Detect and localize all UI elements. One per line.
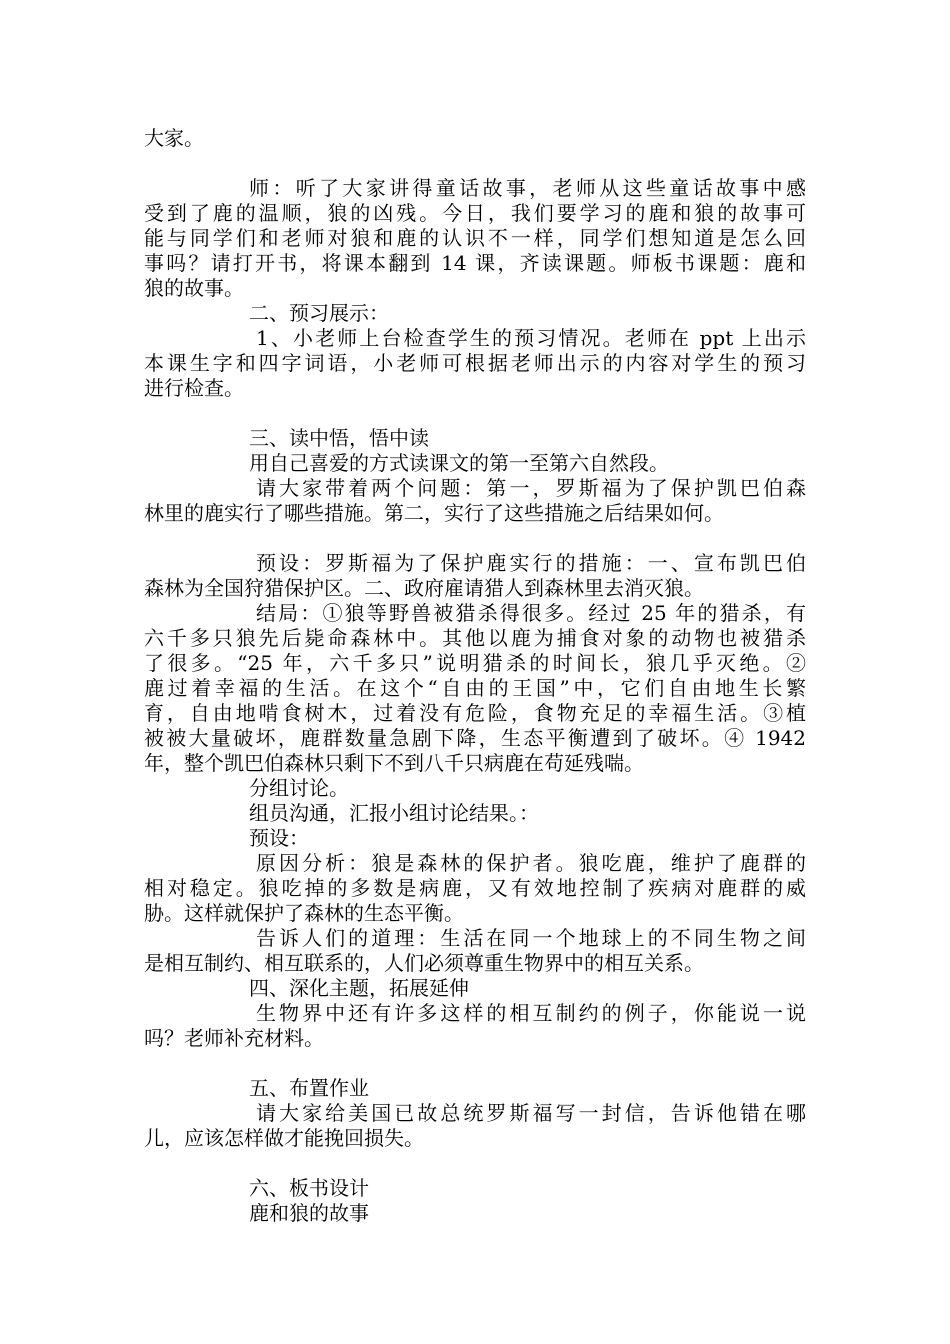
text-line: 胁。这样就保护了森林的生态平衡。 [144, 901, 464, 925]
text-line: 林里的鹿实行了哪些措施。第二，实行了这些措施之后结果如何。 [144, 501, 724, 525]
text-line: 分组讨论。 [249, 776, 349, 800]
text-line: 事吗？请打开书，将课本翻到 14 课，齐读课题。师板书课题：鹿和 [144, 251, 806, 275]
text-line: 请大家给美国已故总统罗斯福写一封信，告诉他错在哪 [256, 1101, 806, 1125]
text-line: 相对稳定。狼吃掉的多数是病鹿，又有效地控制了疾病对鹿群的威 [144, 876, 806, 900]
text-line: 育，自由地啃食树木，过着没有危险，食物充足的幸福生活。③植 [144, 701, 806, 725]
text-line: 了很多。“25 年，六千多只”说明猎杀的时间长，狼几乎灭绝。② [144, 651, 806, 675]
text-line: 吗？老师补充材料。 [144, 1026, 324, 1050]
text-line: 请大家带着两个问题：第一，罗斯福为了保护凯巴伯森 [256, 476, 806, 500]
text-line: 1、小老师上台检查学生的预习情况。老师在 ppt 上出示 [256, 326, 806, 350]
text-line: 受到了鹿的温顺，狼的凶残。今日，我们要学习的鹿和狼的故事可 [144, 201, 806, 225]
text-line: 是相互制约、相互联系的，人们必须尊重生物界中的相互关系。 [144, 951, 704, 975]
text-line: 预设：罗斯福为了保护鹿实行的措施：一、宣布凯巴伯 [256, 551, 806, 575]
text-line: 进行检查。 [144, 376, 244, 400]
text-line: 被被大量破坏，鹿群数量急剧下降，生态平衡遭到了破坏。④ 1942 [144, 726, 806, 750]
text-line: 鹿过着幸福的生活。在这个“自由的王国”中，它们自由地生长繁 [144, 676, 806, 700]
text-line: 预设： [249, 826, 309, 850]
text-line: 生物界中还有许多这样的相互制约的例子，你能说一说 [256, 1001, 806, 1025]
section-heading: 四、深化主题，拓展延伸 [249, 976, 469, 1000]
text-line: 结局：①狼等野兽被猎杀得很多。经过 25 年的猎杀，有 [256, 601, 806, 625]
text-line: 鹿和狼的故事 [249, 1201, 369, 1225]
text-line: 儿，应该怎样做才能挽回损失。 [144, 1126, 424, 1150]
text-line: 组员沟通，汇报小组讨论结果。： [249, 801, 539, 825]
text-line: 本课生字和四字词语，小老师可根据老师出示的内容对学生的预习 [144, 351, 806, 375]
text-line: 大家。 [144, 126, 204, 150]
text-line: 六千多只狼先后毙命森林中。其他以鹿为捕食对象的动物也被猎杀 [144, 626, 806, 650]
section-heading: 六、板书设计 [249, 1176, 369, 1200]
text-line: 师：听了大家讲得童话故事，老师从这些童话故事中感 [249, 176, 806, 200]
text-line: 用自己喜爱的方式读课文的第一至第六自然段。 [249, 451, 669, 475]
section-heading: 二、预习展示： [249, 301, 389, 325]
section-heading: 五、布置作业 [249, 1076, 369, 1100]
text-line: 能与同学们和老师对狼和鹿的认识不一样，同学们想知道是怎么回 [144, 226, 806, 250]
text-line: 原因分析：狼是森林的保护者。狼吃鹿，维护了鹿群的 [256, 851, 806, 875]
text-line: 年，整个凯巴伯森林只剩下不到八千只病鹿在苟延残喘。 [144, 751, 644, 775]
section-heading: 三、读中悟，悟中读 [249, 426, 429, 450]
text-line: 狼的故事。 [144, 276, 244, 300]
text-line: 告诉人们的道理：生活在同一个地球上的不同生物之间 [256, 926, 806, 950]
text-line: 森林为全国狩猎保护区。二、政府雇请猎人到森林里去消灭狼。 [144, 576, 704, 600]
